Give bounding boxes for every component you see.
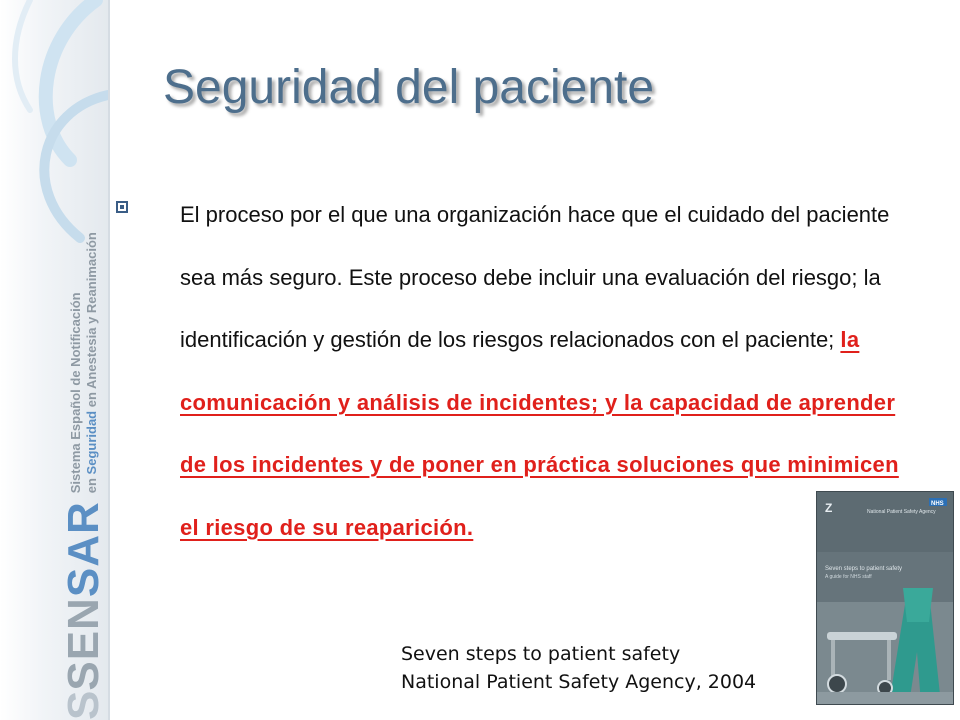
citation (401, 640, 756, 696)
cover-title-line1: Seven steps to patient safety (825, 566, 903, 572)
svg-text:Z: Z (825, 501, 833, 515)
logo-tagline (68, 232, 100, 493)
logo-word-part2: SAR (59, 501, 108, 598)
slide-title: Seguridad del paciente (163, 61, 655, 114)
tagline-line2 (84, 232, 100, 493)
logo-wordmark (59, 501, 108, 691)
citation-line1: Seven steps to patient safety (401, 643, 681, 665)
decorative-arcs (0, 0, 108, 260)
body-plain-text: El proceso por el que una organización hace que el cuidado del paciente sea más seguro. Este proceso debe incluir una evaluación del riesgo; la identificación y gestión de los riesgos relacionados con el paciente; (180, 202, 890, 352)
book-cover-image (816, 491, 954, 705)
sensar-logo (54, 230, 114, 720)
tagline-line2-highlight: Seguridad (84, 410, 99, 475)
cover-illustration (817, 492, 953, 704)
tagline-line2-pre: en (84, 474, 99, 494)
cover-title-line2: A guide for NHS staff (825, 574, 872, 580)
tagline-line1: Sistema Español de Notificación (68, 292, 83, 494)
logo-word-part1: SEN (59, 597, 108, 691)
cover-publisher: National Patient Safety Agency (867, 509, 936, 515)
logo-s-mark: S (59, 690, 108, 720)
body-paragraph (180, 184, 915, 559)
tagline-line2-post: en Anestesia y Reanimación (84, 232, 99, 411)
cover-badge: NHS (931, 501, 944, 507)
citation-line2: National Patient Safety Agency, 2004 (401, 671, 757, 693)
bullet-square-icon (116, 201, 128, 213)
body-highlighted-text: la comunicación y análisis de incidentes; y la capacidad de aprender de los incidentes y de poner en práctica soluciones que minimicen el riesgo de su reaparición. (180, 327, 899, 540)
sidebar (0, 0, 110, 720)
